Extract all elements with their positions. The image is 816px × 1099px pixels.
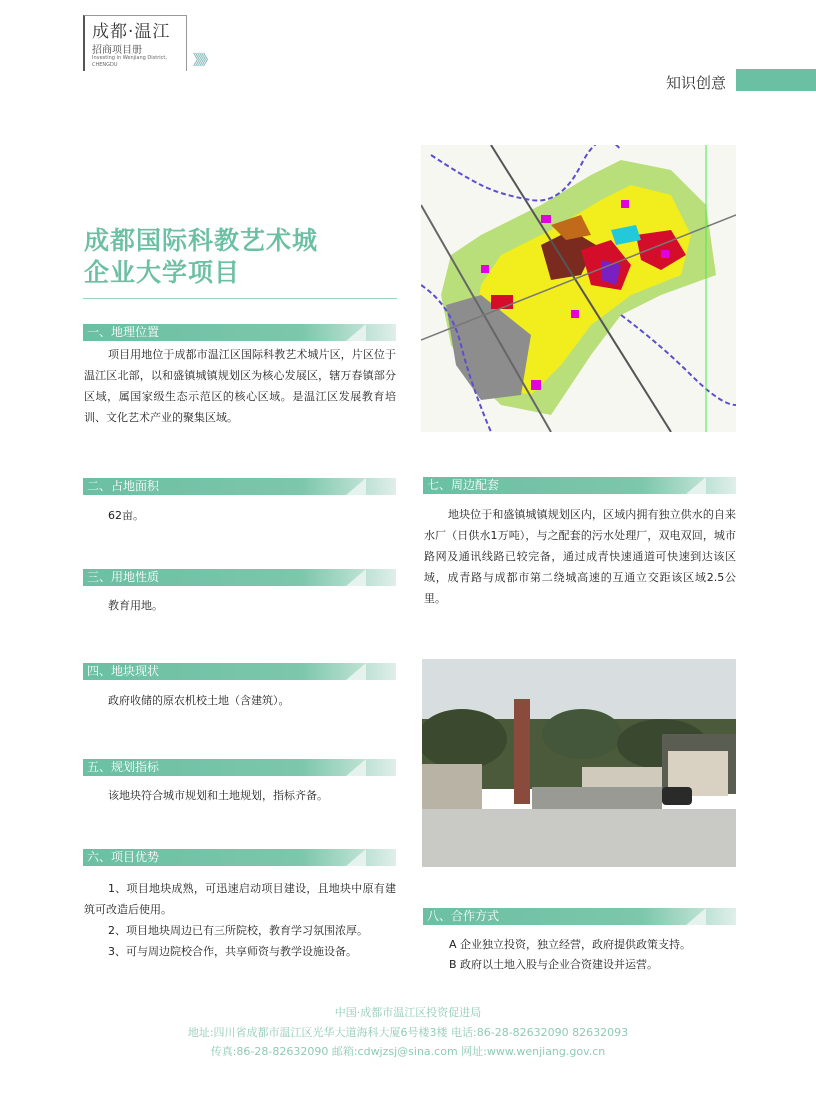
planning-map-image	[421, 145, 736, 432]
brand-subtitle: 招商项目册	[92, 45, 142, 56]
section-header-status: 四、地块现状	[83, 663, 396, 680]
section-header-usage: 三、用地性质	[83, 569, 396, 586]
area-text: 62亩。	[108, 509, 144, 522]
section-header-surroundings: 七、周边配套	[423, 477, 736, 494]
cooperation-list	[449, 935, 691, 975]
section-header-area: 二、占地面积	[83, 478, 396, 495]
footer-org: 中国·成都市温江区投资促进局	[334, 1006, 482, 1019]
usage-text: 教育用地。	[108, 599, 163, 612]
campus-photo-image	[422, 659, 736, 867]
section-header-planning: 五、规划指标	[83, 759, 396, 776]
status-text: 政府收储的原农机校土地（含建筑）。	[108, 694, 290, 707]
brand-title: 成都·温江	[92, 22, 171, 42]
page-title	[84, 225, 318, 289]
brand-english: Investing in Wenjiang District, CHENGDU	[92, 55, 167, 68]
section-header-location: 一、地理位置	[83, 324, 396, 341]
section-header-advantages: 六、项目优势	[83, 849, 396, 866]
page-title-line1: 成都国际科教艺术城	[84, 226, 319, 255]
footer-contact: 传真:86-28-82632090 邮箱:cdwjzsj@sina.com 网址:www.wenjiang.gov.cn	[210, 1045, 606, 1058]
surroundings-text: 地块位于和盛镇城镇规划区内，区域内拥有独立供水的自来水厂（日供水1万吨），与之配套的污水处理厂，双电双回，城市路网及通讯线路已较完备，通过成青快速通道可快速到达该区域，成青路与成都市第二绕城高速的互通立交距该区域2.5公里。	[424, 508, 736, 605]
planning-text: 该地块符合城市规划和土地规划，指标齐备。	[108, 789, 328, 802]
page-title-line2: 企业大学项目	[84, 258, 241, 287]
section-tag-bar	[736, 69, 816, 91]
title-divider	[83, 298, 397, 299]
advantages-list	[84, 878, 396, 962]
location-text: 项目用地位于成都市温江区国际科教艺术城片区，片区位于温江区北部，以和盛镇城镇规划区为核心发展区，辖万春镇部分区域，属国家级生态示范区的核心区域。是温江区发展教育培训、文化艺术产业的聚集区域。	[84, 348, 396, 424]
section-header-cooperation: 八、合作方式	[423, 908, 736, 925]
list-item: A 企业独立投资，独立经营，政府提供政策支持。	[449, 938, 692, 951]
list-item: B 政府以土地入股与企业合资建设并运营。	[449, 958, 659, 971]
section-tag: 知识创意	[666, 74, 727, 92]
footer-address: 地址:四川省成都市温江区光华大道海科大厦6号楼3楼 电话:86-28-82632090 82632093	[187, 1026, 629, 1039]
list-item: 2、项目地块周边已有三所院校，教育学习氛围浓厚。	[108, 924, 368, 937]
list-item: 1、项目地块成熟，可迅速启动项目建设，且地块中原有建筑可改造后使用。	[84, 882, 396, 916]
list-item: 3、可与周边院校合作，共享师资与教学设施设备。	[108, 945, 357, 958]
chevron-decoration-icon: 》》》	[193, 53, 212, 69]
